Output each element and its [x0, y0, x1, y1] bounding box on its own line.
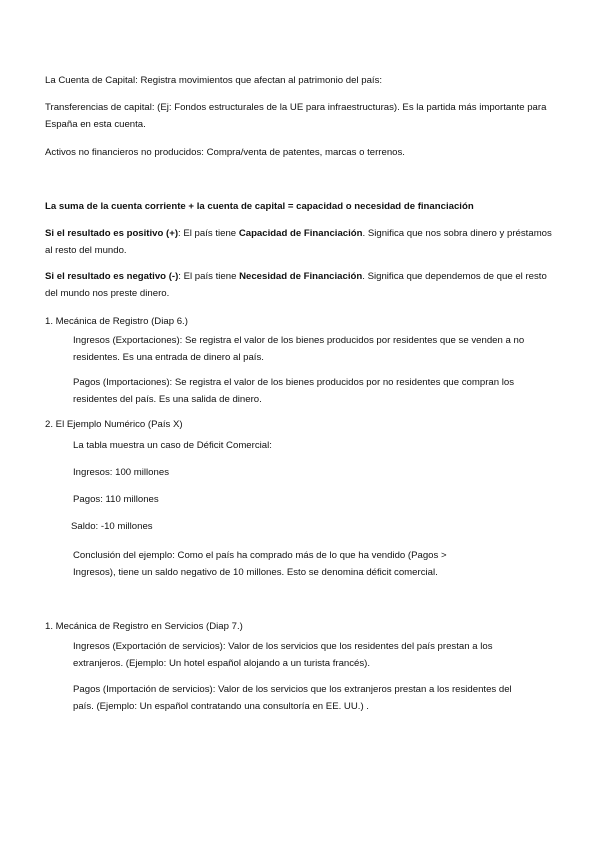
positive-result-text: . Significa que nos sobra dinero y préstamos al resto del mundo.: [45, 228, 552, 256]
section-heading-services: 1. Mecánica de Registro en Servicios (Diap 7.): [45, 621, 243, 632]
exports-paragraph: Ingresos (Exportaciones): Se registra el valor de los bienes producidos por residentes que se venden a no residentes. Es una entrada de dinero al país.: [73, 335, 525, 363]
financing-capacity-term: Capacidad de Financiación: [238, 228, 363, 239]
example-payments: Pagos: 110 millones: [73, 494, 159, 505]
financing-need-term: Necesidad de Financiación: [239, 271, 363, 282]
positive-result-label: Si el resultado es positivo (+): [45, 228, 179, 239]
services-imports-paragraph: Pagos (Importación de servicios): Valor de los servicios que los extranjeros prestan a los residentes del país. (Ejemplo: Un español contratando una consultoría en EE. UU.) .: [73, 684, 512, 712]
negative-result-mid: : El país tiene: [178, 271, 240, 282]
example-conclusion: Conclusión del ejemplo: Como el país ha comprado más de lo que ha vendido (Pagos > Ingresos), tiene un saldo negativo de 10 millones. Esto se denomina déficit comercial.: [73, 550, 447, 578]
services-exports-paragraph: Ingresos (Exportación de servicios): Valor de los servicios que los residentes del país prestan a los extranjeros. (Ejemplo: Un hotel español alojando a un turista francés).: [73, 641, 493, 669]
capital-account-intro: La Cuenta de Capital: Registra movimientos que afectan al patrimonio del país:: [45, 75, 383, 86]
negative-result-label: Si el resultado es negativo (-): [45, 271, 179, 282]
financing-sum-heading: La suma de la cuenta corriente + la cuenta de capital = capacidad o necesidad de financiación: [45, 201, 474, 212]
imports-paragraph: Pagos (Importaciones): Se registra el valor de los bienes producidos por no residentes que compran los residentes del país. Es una salida de dinero.: [73, 377, 515, 405]
positive-result-mid: : El país tiene: [178, 228, 239, 239]
example-income: Ingresos: 100 millones: [73, 467, 169, 478]
section-heading-example: 2. El Ejemplo Numérico (País X): [45, 419, 183, 430]
example-balance: Saldo: -10 millones: [71, 521, 153, 532]
non-financial-assets-paragraph: Activos no financieros no producidos: Compra/venta de patentes, marcas o terrenos.: [45, 147, 405, 158]
negative-result-text: . Significa que dependemos de que el resto del mundo nos preste dinero.: [45, 271, 547, 299]
example-intro: La tabla muestra un caso de Déficit Comercial:: [73, 440, 272, 451]
negative-result-paragraph: [45, 268, 560, 302]
capital-transfers-paragraph: Transferencias de capital: (Ej: Fondos estructurales de la UE para infraestructuras). Es la partida más importante para España en esta cuenta.: [45, 102, 547, 130]
positive-result-paragraph: [45, 225, 560, 259]
section-heading-goods: 1. Mecánica de Registro (Diap 6.): [45, 316, 188, 327]
